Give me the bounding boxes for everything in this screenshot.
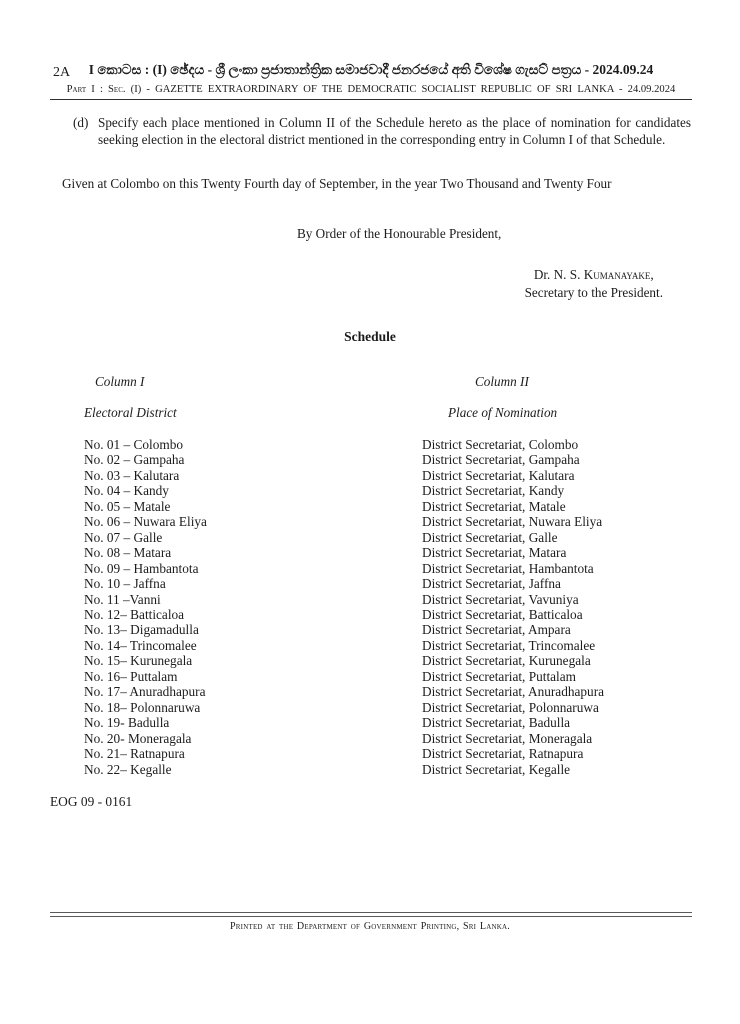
printed-at-line: Printed at the Department of Government Printing, Sri Lanka.	[230, 921, 510, 932]
signature-surname: Kumanayake,	[583, 267, 654, 282]
signature-block	[525, 266, 663, 301]
column1-subheader: Electoral District	[84, 405, 177, 420]
electoral-district-cell: No. 20- Moneragala	[84, 730, 192, 746]
header-sinhala-line: I කොටස : (I) ඡේදය - ශ්‍රී ලංකා ප්‍රජාතාන්ත්‍රික සමාජවාදී ජනරජයේ අති විශේෂ ගැසට් පත්‍රය - 2024.09.24	[88, 62, 654, 77]
electoral-district-cell: No. 18– Polonnaruwa	[84, 699, 201, 715]
table-row	[84, 746, 700, 761]
table-row	[84, 499, 700, 514]
place-of-nomination-cell: District Secretariat, Anuradhapura	[422, 684, 605, 700]
electoral-district-cell: No. 04 – Kandy	[84, 483, 169, 499]
place-of-nomination-cell: District Secretariat, Trincomalee	[422, 637, 596, 653]
electoral-district-cell: No. 12– Batticaloa	[84, 606, 185, 622]
place-of-nomination-cell: District Secretariat, Vavuniya	[422, 591, 579, 607]
electoral-district-cell: No. 09 – Hambantota	[84, 560, 199, 576]
place-of-nomination-cell: District Secretariat, Colombo	[422, 437, 579, 452]
given-at-line: Given at Colombo on this Twenty Fourth day of September, in the year Two Thousand and Twenty Four	[62, 176, 612, 191]
clause-text: Specify each place mentioned in Column II of the Schedule hereto as the place of nomination for candidates seeking election in the electoral district mentioned in the corresponding entry in Column I of that Schedule.	[98, 115, 691, 147]
table-row	[84, 762, 700, 777]
clause-d	[73, 114, 691, 148]
electoral-district-cell: No. 17– Anuradhapura	[84, 684, 206, 700]
place-of-nomination-cell: District Secretariat, Polonnaruwa	[422, 699, 599, 715]
electoral-district-cell: No. 10 – Jaffna	[84, 576, 166, 592]
table-row	[84, 653, 700, 668]
place-of-nomination-cell: District Secretariat, Batticaloa	[422, 606, 583, 622]
place-of-nomination-cell: District Secretariat, Matara	[422, 545, 567, 561]
place-of-nomination-cell: District Secretariat, Kalutara	[422, 467, 575, 483]
eog-number: EOG 09 - 0161	[50, 794, 133, 809]
header-rule	[50, 99, 692, 100]
electoral-district-cell: No. 16– Puttalam	[84, 668, 178, 684]
electoral-district-cell: No. 15– Kurunegala	[84, 653, 193, 669]
electoral-district-cell: No. 21– Ratnapura	[84, 746, 185, 762]
place-of-nomination-cell: District Secretariat, Kandy	[422, 483, 565, 499]
header-english-line	[50, 84, 692, 95]
place-of-nomination-cell: District Secretariat, Kurunegala	[422, 653, 591, 669]
clause-label: (d)	[73, 115, 89, 130]
table-row	[84, 622, 700, 637]
place-of-nomination-cell: District Secretariat, Galle	[422, 529, 558, 545]
table-row	[84, 592, 700, 607]
column2-subheader: Place of Nomination	[448, 405, 558, 420]
table-row	[84, 452, 700, 467]
place-of-nomination-cell: District Secretariat, Jaffna	[422, 576, 561, 592]
header-english-prefix: Part I : Sec. (I) -	[66, 84, 156, 95]
electoral-district-cell: No. 01 – Colombo	[84, 437, 183, 452]
electoral-district-cell: No. 07 – Galle	[84, 529, 163, 545]
footer-rule	[50, 912, 692, 917]
header-english-main: GAZETTE EXTRAORDINARY OF THE DEMOCRATIC SOCIALIST REPUBLIC OF SRI LANKA - 24.09.2024	[155, 84, 676, 95]
place-of-nomination-cell: District Secretariat, Nuwara Eliya	[422, 514, 603, 530]
by-order-line: By Order of the Honourable President,	[297, 226, 502, 241]
table-row	[84, 669, 700, 684]
electoral-district-cell: No. 19- Badulla	[84, 715, 170, 731]
electoral-district-cell: No. 13– Digamadulla	[84, 622, 199, 638]
place-of-nomination-cell: District Secretariat, Hambantota	[422, 560, 594, 576]
table-row	[84, 700, 700, 715]
table-row	[84, 684, 700, 699]
electoral-district-cell: No. 08 – Matara	[84, 545, 172, 561]
electoral-district-cell: No. 03 – Kalutara	[84, 467, 180, 483]
table-row	[84, 731, 700, 746]
table-row	[84, 530, 700, 545]
place-of-nomination-cell: District Secretariat, Ampara	[422, 622, 571, 638]
place-of-nomination-cell: District Secretariat, Kegalle	[422, 761, 571, 777]
table-row	[84, 607, 700, 622]
electoral-district-cell: No. 11 –Vanni	[84, 591, 161, 607]
electoral-district-cell: No. 14– Trincomalee	[84, 637, 197, 653]
table-row	[84, 545, 700, 560]
schedule-title: Schedule	[344, 329, 396, 344]
signature-name	[525, 266, 663, 284]
signature-name-prefix: Dr. N. S.	[533, 267, 584, 282]
table-row	[84, 638, 700, 653]
electoral-district-cell: No. 22– Kegalle	[84, 761, 172, 777]
place-of-nomination-cell: District Secretariat, Gampaha	[422, 452, 580, 468]
page-number: 2A	[53, 65, 71, 80]
place-of-nomination-cell: District Secretariat, Moneragala	[422, 730, 593, 746]
schedule-rows	[84, 437, 700, 777]
place-of-nomination-cell: District Secretariat, Puttalam	[422, 668, 576, 684]
place-of-nomination-cell: District Secretariat, Badulla	[422, 715, 571, 731]
column2-header: Column II	[475, 374, 529, 389]
electoral-district-cell: No. 02 – Gampaha	[84, 452, 185, 468]
table-row	[84, 483, 700, 498]
electoral-district-cell: No. 05 – Matale	[84, 498, 171, 514]
signature-title: Secretary to the President.	[524, 284, 663, 300]
table-row	[84, 576, 700, 591]
table-row	[84, 437, 700, 452]
place-of-nomination-cell: District Secretariat, Ratnapura	[422, 746, 584, 762]
table-row	[84, 561, 700, 576]
column1-header: Column I	[95, 374, 145, 389]
table-row	[84, 514, 700, 529]
table-row	[84, 715, 700, 730]
place-of-nomination-cell: District Secretariat, Matale	[422, 498, 566, 514]
electoral-district-cell: No. 06 – Nuwara Eliya	[84, 514, 207, 530]
table-row	[84, 468, 700, 483]
